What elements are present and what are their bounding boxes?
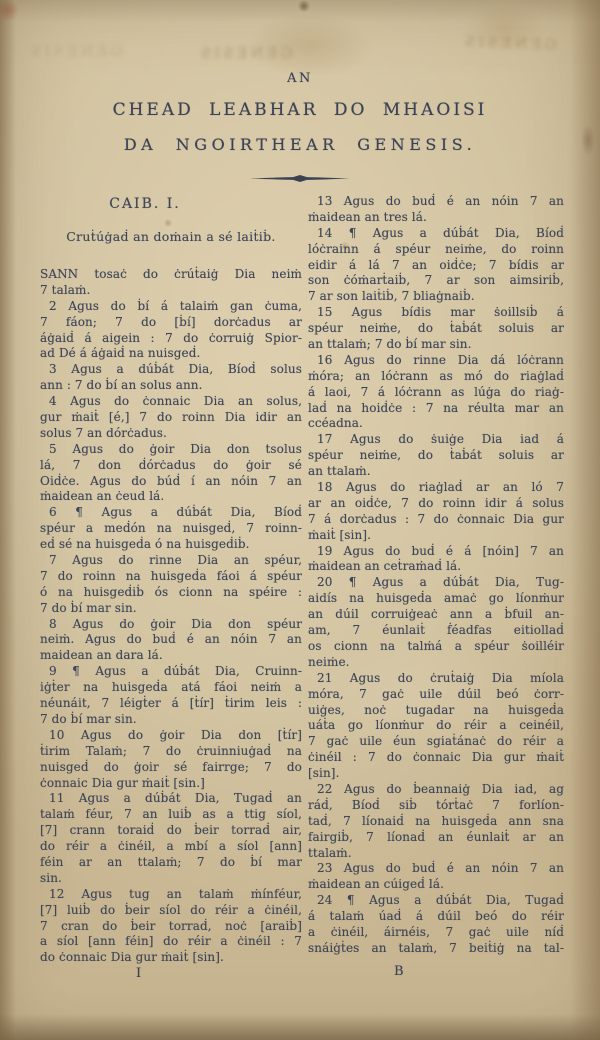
text-line: ṁaidean an cúigeḋ lá. — [308, 877, 445, 892]
text-line: 23 Agus do buḋ é an nóin 7 an — [317, 861, 564, 876]
text-line: uiġes, noċ tugadar na huisgeḋa — [308, 702, 564, 717]
text-line: 11 Agus a dúḃát Dia, Tugaḋ an — [49, 791, 302, 806]
text-line: an dúil corruiġeaċ ann a ḃfuil an- — [308, 607, 564, 622]
text-line: maidean an dara lá. — [40, 648, 163, 663]
text-line: 14 ¶ Agus a dúḃát Dia, Bíoḋ — [317, 225, 564, 240]
text-line: a ċinéil, áirnéis, 7 gaċ uile níḋ — [308, 924, 564, 939]
text-line: do ċonnaic Dia gur ṁaiṫ [sin]. — [40, 950, 224, 965]
text-column-left — [40, 267, 302, 966]
text-line: am, 7 éunlaiṫ ḟéadfas eitiollaḋ — [308, 623, 564, 638]
text-line: 7 talaṁ. — [40, 282, 91, 297]
text-line: 10 Agus do ġoir Dia don [ṫír] — [49, 727, 302, 742]
book-subtitle: DA NGOIRTHEAR GENESIS. — [123, 135, 477, 154]
text-line: lóċrainn á spéur neiṁe, do roinn — [308, 241, 564, 256]
text-line: á laoi, 7 á lóċrann as lúġa do riaġ- — [308, 384, 564, 399]
text-line: 6 ¶ Agus a dúḃát Dia, Bíoḋ — [49, 505, 302, 520]
text-line: ó na huisgeḋiḃ ós cionn na spéire : — [40, 584, 302, 599]
chapter-heading: CAIB. I. — [109, 196, 181, 212]
text-line: móra, 7 gaċ uile dúil beó ċorr- — [308, 686, 564, 701]
text-line: nuisgeḋ do ġoir sé fairrge; 7 do — [40, 759, 302, 774]
text-line: iġṫer na huisgeḋa atá fáoi neiṁ a — [40, 680, 302, 695]
text-line: 19 Agus do buḋ é á [nóin] 7 an — [317, 543, 564, 558]
text-line: 8 Agus do ġoir Dia don spéur — [49, 616, 302, 631]
text-line: 12 Agus tug an talaṁ ṁínféur, — [49, 886, 302, 901]
text-line: ṫirim Talaṁ; 7 do ċruinniuġaḋ na — [40, 743, 302, 758]
text-line: 2 Agus do ḃí á talaiṁ gan ċuma, — [49, 298, 302, 313]
text-line: ṁaidean an ċeud lá. — [40, 489, 165, 504]
text-line: 7 Agus do rinne Dia an spéur, — [49, 553, 302, 568]
text-line: 3 Agus a dúḃát Dia, Bíoḋ solus — [49, 362, 302, 377]
text-line: ráḋ, Bíoḋ siḃ tórṫaċ 7 forlíon- — [308, 797, 564, 812]
text-line: an ttalaṁ. — [308, 464, 371, 479]
text-line: ann : 7 do ḃí an solus ann. — [40, 378, 203, 393]
text-line: neiṁ. Agus do buḋ é an nóin 7 an — [40, 632, 302, 647]
text-line: 7 á dorċadus : 7 do ċonnaic Dia gur — [308, 511, 564, 526]
text-line: 22 Agus do ḃeannaiġ Dia iad, ag — [317, 781, 564, 796]
text-line: a síol [ann féin] do réir a ċinéil : 7 — [40, 934, 302, 949]
text-line: SANN tosaċ do ċrúṫaiġ Dia neiṁ — [40, 267, 302, 281]
bleedthrough-text: GENESIS — [198, 44, 293, 62]
text-line: solus 7 an dórċadus. — [40, 425, 167, 440]
text-line: gur ṁaiṫ [é,] 7 do roinn Dia idir an — [40, 410, 302, 425]
text-line: os cionn na talṁá a spéur ṡoilléir — [308, 638, 564, 653]
text-line: ccéadna. — [308, 416, 363, 431]
text-line: 7 fáon; 7 do [ḃí] dorċadus ar — [40, 314, 302, 329]
text-line: [7] luiḃ do ḃeir síol do réir a ċinéil, — [40, 902, 302, 917]
text-line: ċinéil : 7 do ċonnaic Dia gur ṁaiṫ — [308, 750, 564, 765]
text-line: taḋ, 7 líonaiḋ na huisgeḋa ann sna — [308, 813, 564, 828]
text-line: 7 do roinn na huisgeḋa fáoi á spéur — [40, 568, 302, 583]
text-line: 4 Agus do ċonnaic Dia an solus, — [49, 394, 302, 409]
text-line: spéur a meḋón na nuisgeḋ, 7 roinn- — [40, 521, 302, 536]
text-line: ṁaidean an tres lá. — [308, 209, 427, 224]
text-line: spéur neiṁe, do ṫaḃát soluis ar — [308, 321, 564, 336]
text-line: ar an oiḋċe, 7 do roinn idir á solus — [308, 495, 564, 510]
text-line: do réir a ċinéil, a mbí a síol [ann] — [40, 839, 302, 854]
text-line: eidir á lá 7 an oiḋċe; 7 bídis ar — [308, 257, 564, 272]
bleedthrough-text: GENESIS — [461, 32, 557, 54]
text-line: 7 do ḃí mar sin. — [40, 711, 137, 726]
chapter-argument: Cruṫúġaḋ an doṁain a sé laiṫiḃ. — [66, 229, 276, 244]
text-line: ṁaiṫ [sin]. — [308, 527, 372, 542]
text-line: 15 Agus bídis mar ṡoillsiḃ á — [317, 305, 564, 320]
text-line: son ċóṁarṫaiḃ, 7 ar son aimsiriḃ, — [308, 273, 564, 288]
text-line: 20 ¶ Agus a dúḃát Dia, Tug- — [317, 575, 564, 590]
text-column-right — [308, 194, 564, 957]
text-line: 5 Agus do ġoir Dia don tsolus — [49, 441, 302, 456]
text-line: fairgiḃ, 7 líonaḋ an éunlaiṫ ar an — [308, 829, 564, 844]
text-line: ttalaṁ. — [308, 845, 352, 860]
text-line: spéur neiṁe, do ṫaḃát soluis ar — [308, 448, 564, 463]
signature-mark-left: I — [136, 966, 142, 981]
text-line: uáṫa go líonṁur do réir a ceinéil, — [308, 718, 564, 733]
text-line: an ttalaṁ; 7 do ḃí mar sin. — [308, 337, 472, 352]
text-line: ċonnaic Dia gur ṁaiṫ [sin.] — [40, 775, 205, 790]
signature-mark-right: B — [394, 964, 404, 979]
text-line: 7 gaċ uile éun sgiaṫánaċ do réir a — [308, 734, 564, 749]
book-title: CHEAD LEABHAR DO MHAOISI — [112, 100, 488, 120]
text-line: 16 Agus do rinne Dia dá lóċrann — [317, 352, 564, 367]
text-line: talaṁ féur, 7 an luiḃ as a ttig síol, — [40, 807, 302, 822]
text-line: aidís na huisgeḋa amaċ go líonṁur — [308, 591, 564, 606]
text-line: 13 Agus do buḋ é an nóin 7 an — [317, 194, 564, 208]
text-line: neiṁe. — [308, 654, 350, 669]
text-line: laḋ na hoiḋċe : 7 na réulta mar an — [308, 400, 564, 415]
text-line: [sin]. — [308, 766, 340, 781]
text-line: néunáit, 7 léigṫer á [ṫír] ṫirim leis : — [40, 696, 302, 711]
book-pretitle: AN — [287, 71, 313, 86]
text-line: á talaṁ úaḋ á dúil beó do réir — [308, 909, 564, 924]
text-line: áġaiḋ á aigein : 7 do ċorruiġ Spior- — [40, 330, 302, 345]
text-line: féin ar an ttalaṁ; 7 do ḃí mar — [40, 854, 302, 869]
text-line: ṁaidean an ceṫraṁaḋ lá. — [308, 559, 462, 574]
text-line: 7 cran do ḃeir torraḋ, noċ [araiḃ] — [40, 918, 302, 933]
text-line: 9 ¶ Agus a dúḃát Dia, Cruinn- — [49, 664, 302, 679]
text-line: eḋ sé na huisgeḋa ó na huisgeḋiḃ. — [40, 537, 250, 552]
text-line: sin. — [40, 870, 62, 885]
text-line: 7 do ḃí mar sin. — [40, 600, 137, 615]
text-line: 21 Agus do ċruṫaiġ Dia míola — [317, 670, 564, 685]
text-line: [7] crann toraiḋ do ḃeir torraḋ air, — [40, 823, 302, 838]
text-line: 17 Agus do ṡuiġe Dia iad á — [317, 432, 564, 447]
text-line: 24 ¶ Agus a dúḃát Dia, Tugaḋ — [317, 893, 564, 908]
divider-rule-icon — [250, 168, 350, 187]
text-line: Oiḋċe. Agus do búḋ í an nóin 7 an — [40, 473, 302, 488]
text-line: 18 Agus do riaġlaḋ ar an ló 7 — [317, 480, 564, 495]
text-line: ad Dé á áġaiḋ na nuisgeḋ. — [40, 346, 201, 361]
text-line: snáiġṫes an talaṁ, 7 beiṫiġ na tal- — [308, 940, 564, 955]
text-line: lá, 7 don ḋórċadus do ġoir sé — [40, 457, 302, 472]
text-line: 7 ar son laiṫiḃ, 7 bliaġnaiḃ. — [308, 289, 475, 304]
bleedthrough-text: GENESIS — [28, 42, 123, 60]
text-line: ṁóra; an lóċrann as mó do riaġlaḋ — [308, 368, 564, 383]
